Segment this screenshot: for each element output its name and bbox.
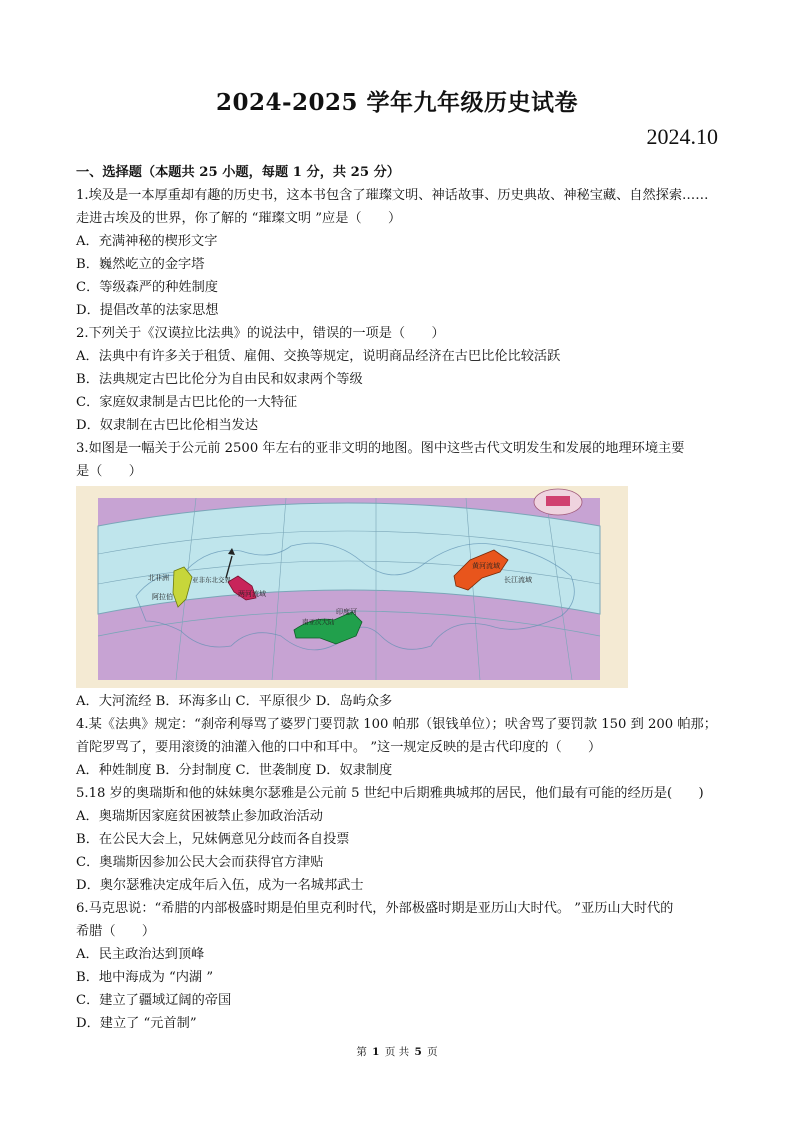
option-d: D．提倡改革的法家思想	[76, 303, 219, 318]
question-4	[76, 713, 722, 782]
question-stem: 希腊（ ）	[76, 924, 156, 939]
map-label: 北非洲	[148, 574, 169, 582]
question-3	[76, 437, 722, 713]
map-label: 南亚次大陆	[302, 618, 335, 626]
section-heading: 一、选择题（本题共 25 小题，每题 1 分，共 25 分）	[76, 165, 400, 180]
map-label: 印度河	[336, 608, 357, 616]
question-stem: 走进古埃及的世界，你了解的 “璀璨文明 ”应是（ ）	[76, 211, 402, 226]
question-stem: 6.马克思说：“希腊的内部极盛时期是伯里克利时代，外部极盛时期是亚历山大时代。 ”亚历山大时代的	[76, 901, 674, 916]
option-d: D．奥尔瑟雅决定成年后入伍，成为一名城邦武士	[76, 878, 364, 893]
question-stem: 首陀罗骂了，要用滚烫的油灌入他的口中和耳中。 ”这一规定反映的是古代印度的（ ）	[76, 740, 602, 755]
exam-date: 2024.10	[646, 124, 718, 149]
footer-prefix: 第	[356, 1046, 367, 1058]
footer-middle: 页 共	[384, 1046, 410, 1058]
options-line: A．种姓制度 B．分封制度 C．世袭制度 D．奴隶制度	[76, 763, 393, 778]
footer-suffix: 页	[427, 1046, 438, 1058]
option-d: D．建立了 “元首制”	[76, 1016, 197, 1031]
option-a: A．充满神秘的楔形文字	[76, 234, 218, 249]
map-label: 黄河流域	[472, 562, 500, 570]
map-label: 亚非东北交界	[192, 576, 231, 584]
map-label: 长江流域	[504, 576, 532, 584]
option-c: C．奥瑞斯因参加公民大会而获得官方津贴	[76, 855, 324, 870]
question-1	[76, 184, 722, 322]
ancient-civilizations-map	[76, 486, 628, 688]
question-stem: 4.某《法典》规定：“刹帝利辱骂了婆罗门要罚款 100 帕那（银钱单位）；吠舍骂了要罚款 150 到 200 帕那；	[76, 717, 717, 732]
question-stem: 是（ ）	[76, 464, 142, 479]
question-6	[76, 897, 722, 1035]
page-total: 5	[414, 1046, 422, 1058]
question-stem: 3.如图是一幅关于公元前 2500 年左右的亚非文明的地图。图中这些古代文明发生和发展的地理环境主要	[76, 441, 685, 456]
map-label: 两河流域	[238, 590, 266, 598]
option-b: B．法典规定古巴比伦分为自由民和奴隶两个等级	[76, 372, 363, 387]
question-stem: 5.18 岁的奥瑞斯和他的妹妹奥尔瑟雅是公元前 5 世纪中后期雅典城邦的居民，他们最有可能的经历是( )	[76, 786, 704, 801]
option-a: A．奥瑞斯因家庭贫困被禁止参加政治活动	[76, 809, 323, 824]
question-2	[76, 322, 722, 437]
exam-content	[76, 161, 722, 1035]
page-number: 1	[372, 1046, 380, 1058]
question-stem: 1.埃及是一本厚重却有趣的历史书，这本书包含了璀璨文明、神话故事、历史典故、神秘宝藏、自然探索……	[76, 188, 709, 203]
option-a: A．民主政治达到顶峰	[76, 947, 205, 962]
map-label: 阿拉伯	[152, 593, 173, 601]
option-b: B．巍然屹立的金字塔	[76, 257, 205, 272]
question-5	[76, 782, 722, 897]
option-b: B．地中海成为 “内湖 ”	[76, 970, 214, 985]
option-c: C．家庭奴隶制是古巴比伦的一大特征	[76, 395, 298, 410]
option-d: D．奴隶制在古巴比伦相当发达	[76, 418, 259, 433]
option-a: A．法典中有许多关于租赁、雇佣、交换等规定，说明商品经济在古巴比伦比较活跃	[76, 349, 561, 364]
question-stem: 2.下列关于《汉谟拉比法典》的说法中，错误的一项是（ ）	[76, 326, 445, 341]
exam-title: 2024-2025 学年九年级历史试卷	[215, 89, 579, 116]
option-c: C．等级森严的种姓制度	[76, 280, 218, 295]
options-line: A．大河流经 B．环海多山 C．平原很少 D．岛屿众多	[76, 694, 393, 709]
page-footer	[0, 1044, 794, 1059]
option-c: C．建立了疆域辽阔的帝国	[76, 993, 232, 1008]
option-b: B．在公民大会上，兄妹俩意见分歧而各自投票	[76, 832, 350, 847]
